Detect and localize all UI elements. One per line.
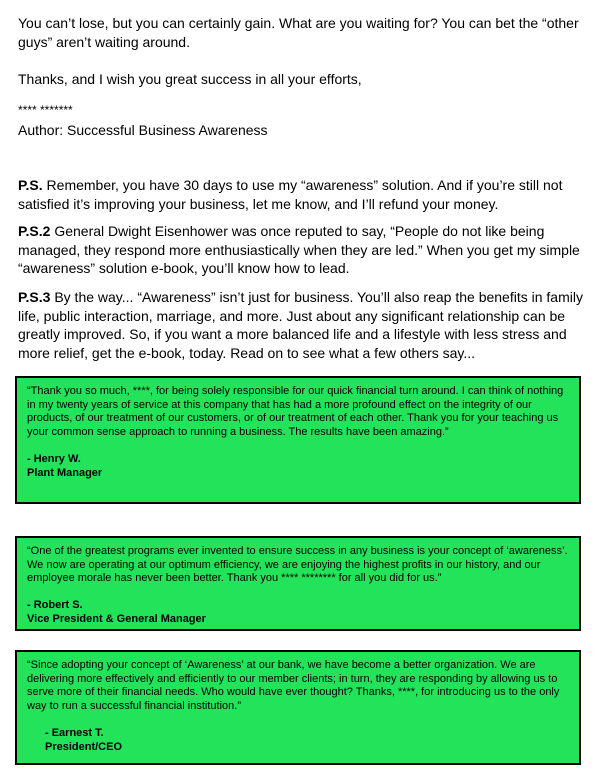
postscript-1 [18,176,590,213]
postscript-3 [18,288,590,362]
testimonial-author-title: Vice President & General Manager [27,612,206,625]
testimonial-author-title: Plant Manager [27,466,103,479]
testimonial-signature [27,453,569,480]
testimonial-box [15,376,581,504]
testimonial-quote: “Thank you so much, ****, for being solely responsible for our quick financial turn around. I can think of nothing in my twenty years of service at this company that has had a more profound effect on the integrity of our products, of our treatment of our customers, or of our treatment of each other. Thank you for your teaching us your common sense approach to running a business. The results have been amazing.” [27,385,564,439]
postscript-2 [18,222,590,278]
testimonial-box [15,650,581,765]
signature-name: **** ******* [18,103,73,117]
testimonial-author-title: President/CEO [45,740,123,753]
signature-role: Author: Successful Business Awareness [18,122,268,138]
testimonial-author: - Henry W. [27,452,81,465]
testimonial-quote: “Since adopting your concept of ‘Awareness’ at our bank, we have become a better organization. We are delivering more effectively and efficiently to our member clients; in turn, they are responding by allowing us to serve more of their financial needs. Who would have ever thought? Thanks, ****, for introducing us to the only way to run a successful financial institution.” [27,659,560,713]
testimonial-author: - Robert S. [27,599,83,612]
closing-thanks: Thanks, and I wish you great success in all your efforts, [18,71,362,87]
postscript-label: P.S. [18,177,43,193]
postscript-label: P.S.3 [18,289,51,305]
testimonial-signature [27,599,569,626]
testimonial-signature [27,727,569,754]
testimonial-box [15,536,581,631]
testimonial-author: - Earnest T. [45,726,104,739]
testimonial-quote: “One of the greatest programs ever invented to ensure success in any business is your concept of ‘awareness’. We now are operating at our optimum efficiency, we are enjoying the highest profits in our history, and our employee morale has never been better. Thank you **** ******** for all you did for us.” [27,545,568,585]
postscript-text: By the way... “Awareness” isn’t just for business. You’ll also reap the benefits in family life, public interaction, marriage, and more. Just about any significant relationship can be greatly improved. So, if you want a more balanced life and a lifestyle with less stress and more relief, get the e-book, today. Read on to see what a few others say... [18,289,583,361]
postscript-text: General Dwight Eisenhower was once reputed to say, “People do not like being managed, they respond more enthusiastically when they are led.” When you get my simple “awareness” solution e-book, you’ll know how to lead. [18,223,580,276]
closing-paragraph: You can’t lose, but you can certainly gain. What are you waiting for? You can bet the “other guys” aren’t waiting around. [18,15,579,50]
postscript-label: P.S.2 [18,223,51,239]
postscript-text: Remember, you have 30 days to use my “awareness” solution. And if you’re still not satisfied it’s improving your business, let me know, and I’ll refund your money. [18,177,563,212]
